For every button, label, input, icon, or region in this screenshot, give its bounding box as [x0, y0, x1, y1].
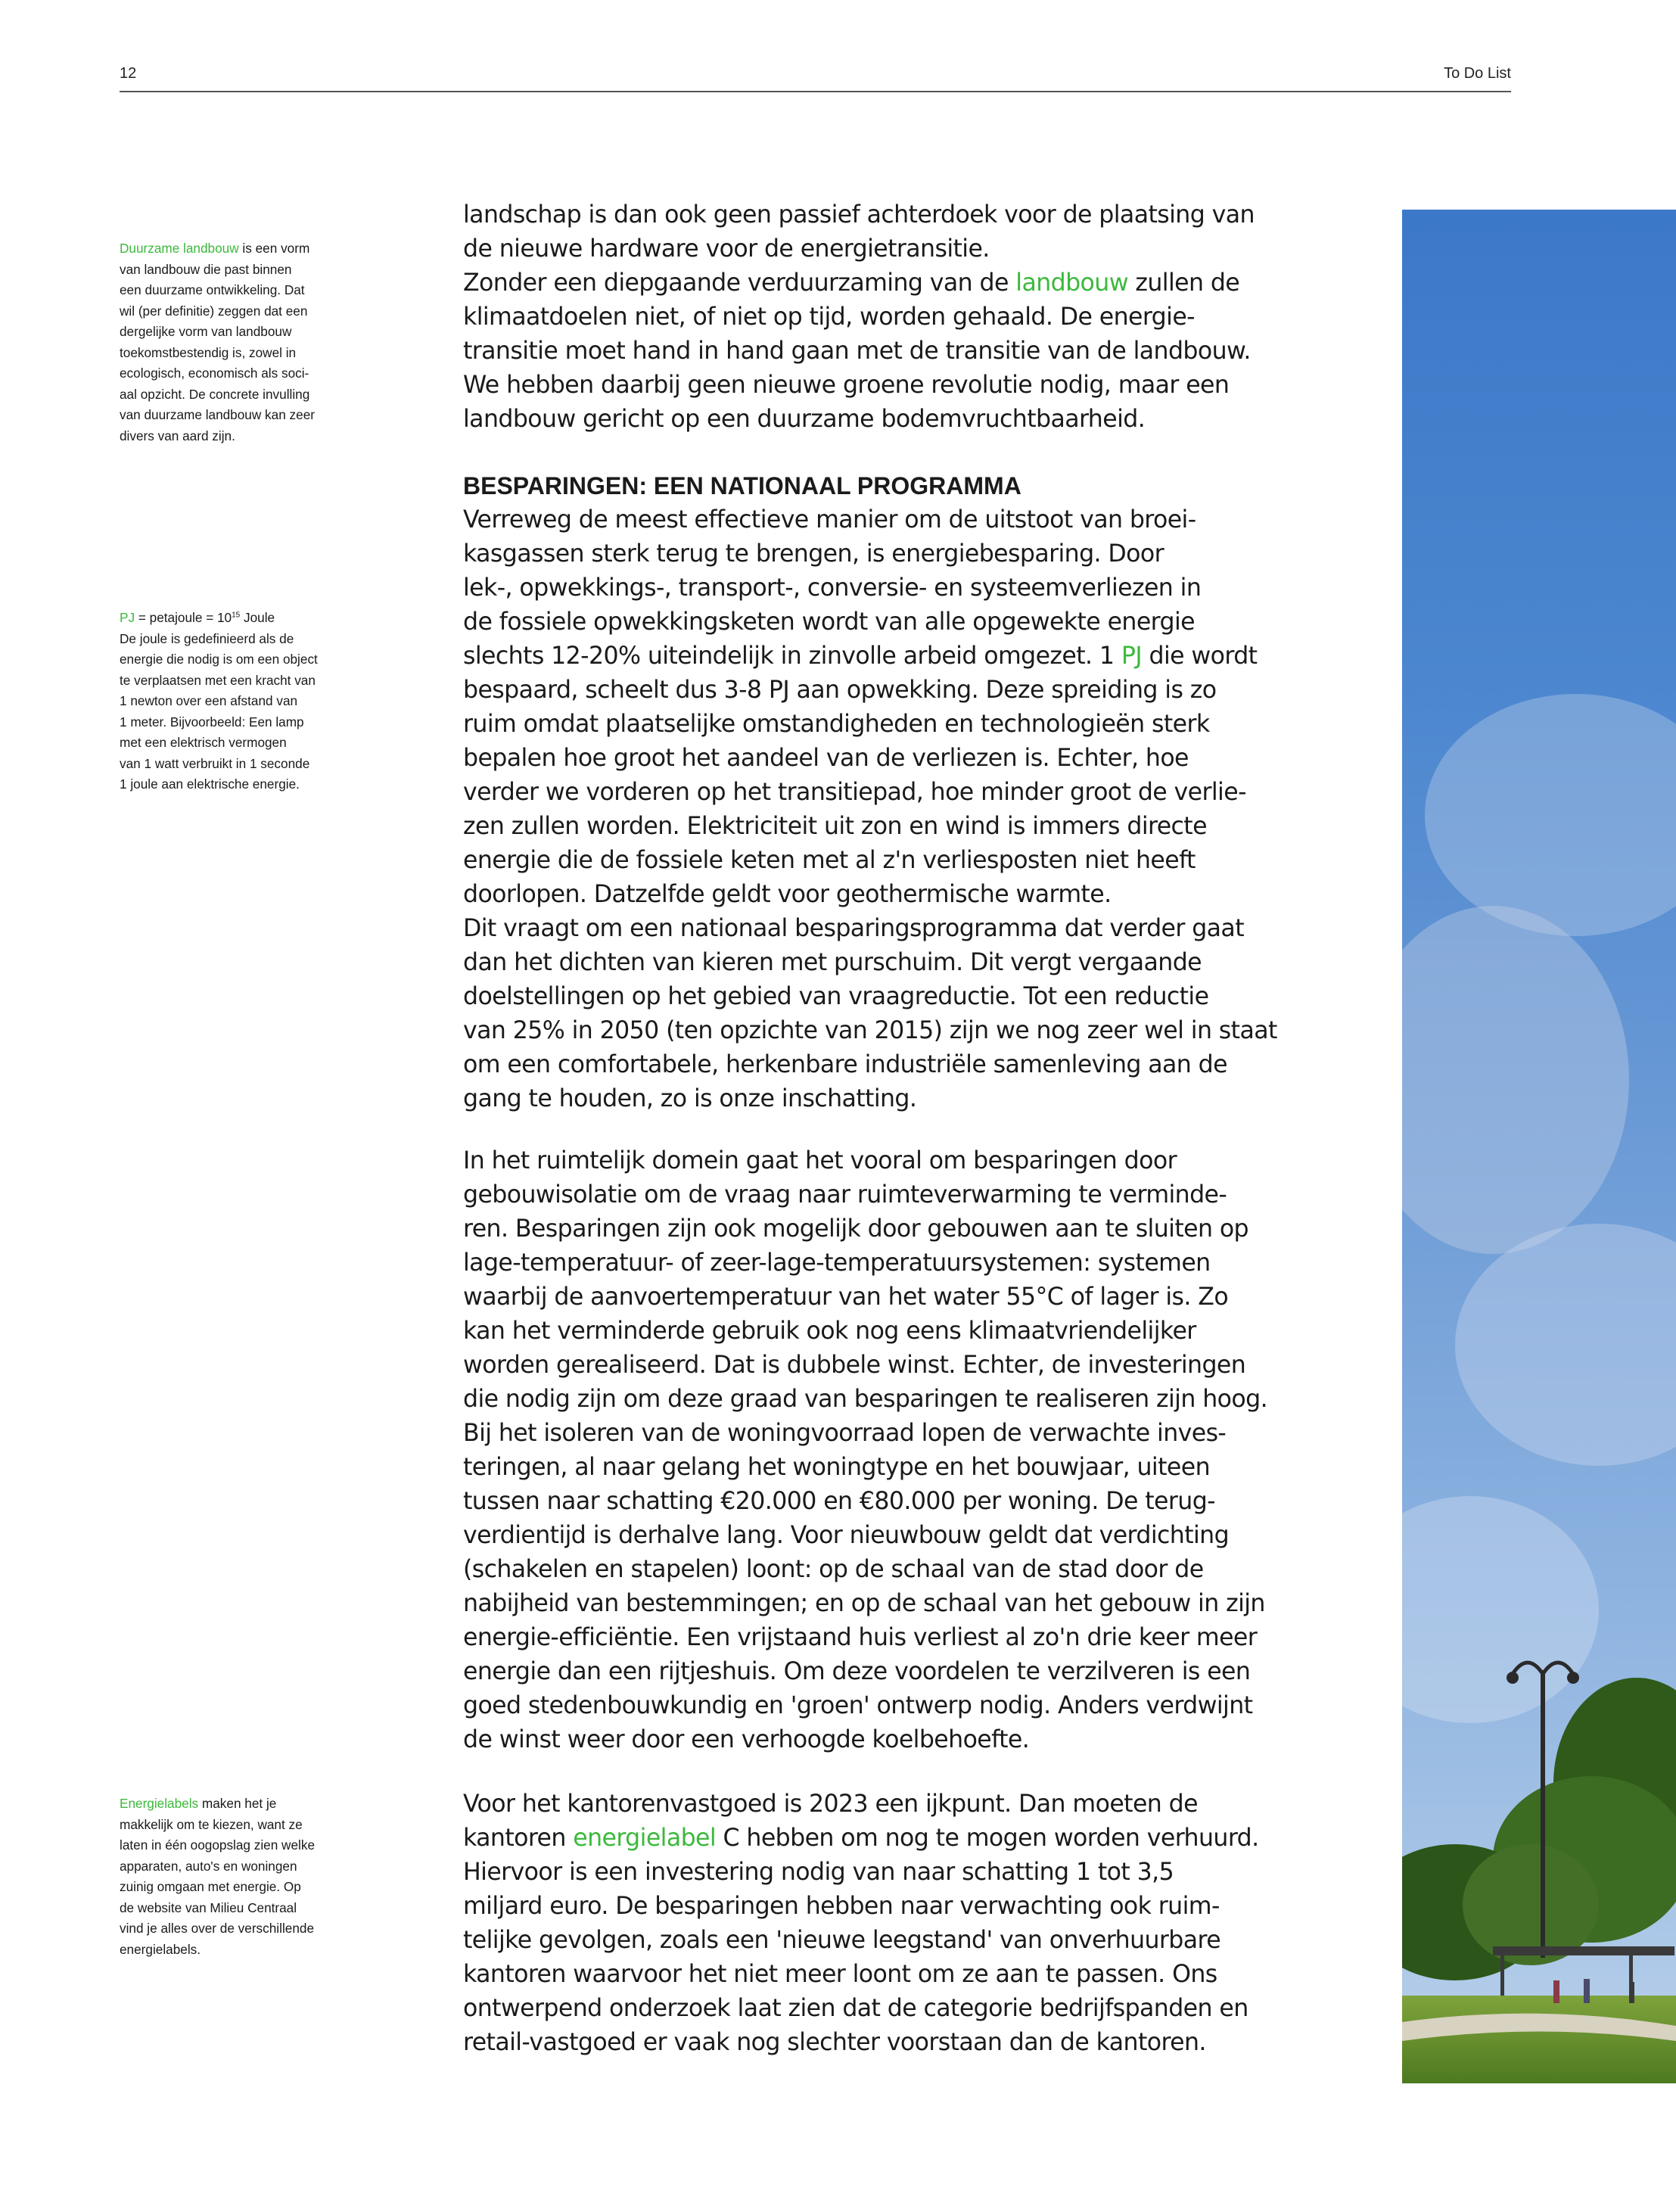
note-term: Duurzame landbouw — [120, 241, 239, 256]
paragraph-ruimtelijk: In het ruimtelijk domein gaat het vooral om besparingen door gebouwisolatie om de vraag naar ruimteverwarming te verminde- ren. Besparingen zijn ook mogelijk door gebouwen aan te sluiten op lage-temperatuur- of zeer-lage-temperatuursystemen: systemen waarbij de aanvoertemperatuur van het water 55°C of lager is. Zo kan het verminderde gebruik ook nog eens klimaatvriendelijker worden gerealiseerd. Dat is dubbele winst. Echter, de investeringen die nodig zijn om deze graad van besparingen te realiseren zijn hoog. Bij het isoleren van de woningvoorraad lopen de verwachte inves- teringen, al naar gelang het woningtype en het bouwjaar, uiteen tussen naar schatting €20.000 en €80.000 per woning. De terug- verdientijd is derhalve lang. Voor nieuwbouw geldt dat verdichting (schakelen en stapelen) loont: op de schaal van de stad door de nabijheid van bestemmingen; en op de schaal van het gebouw in zijn energie-efficiëntie. Een vrijstaand huis verliest al zo'n drie keer meer energie dan een rijtjeshuis. Om deze voordelen te verzilveren is een goed stedenbouwkundig en 'groen' ontwerp nodig. Anders verdwijnt de winst weer door een verhoogde koelbehoefte. — [463, 1147, 1268, 1753]
person — [1553, 1980, 1559, 2003]
section-heading: BESPARINGEN: EEN NATIONAAL PROGRAMMA — [463, 472, 1021, 499]
sidenote-petajoule: PJ = petajoule = $10^{15}$ Joule De joule is gedefinieerd als de energie die nodig is om een object te verplaatsen met een kracht van 1 newton over een afstand van 1 meter. Bijvoorbeeld: Een lamp met een elektrisch vermogen van 1 watt verbruikt in 1 seconde 1 joule aan elektrische energie. — [120, 610, 318, 792]
lamp-post — [1541, 1670, 1545, 1958]
sidenote-duurzame-landbouw: Duurzame landbouw is een vorm van landbouw die past binnen een duurzame ontwikkeling. Dat wil (per definitie) zeggen dat een dergelijke vorm van landbouw toekomstbestendig is, zowel in ecologisch, economisch als soci- aal opzicht. De concrete invulling van duurzame landbouw kan zeer divers van aard zijn. — [120, 241, 315, 443]
link-pj[interactable]: PJ — [1121, 642, 1143, 670]
sidenote-energielabels: Energielabels maken het je makkelijk om te kiezen, want ze laten in één oogopslag zien welke apparaten, auto's en woningen zuinig omgaan met energie. Op de website van Milieu Centraal vind je alles over de verschillende energielabels. — [120, 1796, 315, 1957]
page-header — [120, 65, 1511, 92]
person — [1584, 1979, 1590, 2003]
park-photo-illustration — [1402, 210, 1676, 2083]
note-term: Energielabels — [120, 1796, 199, 1811]
lamp — [1507, 1672, 1519, 1684]
body-text: landschap is dan ook geen passief achterdoek voor de plaatsing van de nieuwe hardware voor de energietransitie. Zonder een diepgaande verduurzaming van de landbouw zullen de klimaatdoelen niet, of niet op tijd, worden gehaald. De energie- transitie moet hand in hand gaan met de transitie van de landbouw. We hebben daarbij geen nieuwe groene revolutie nodig, maar een landbouw gericht op een duurzame bodemvruchtbaarheid. — [463, 201, 1255, 433]
running-title: To Do List — [1444, 65, 1511, 82]
park-photo — [1402, 210, 1676, 2083]
person — [1629, 1982, 1634, 2003]
pavilion-roof — [1493, 1946, 1674, 1955]
section-besparingen: BESPARINGEN: EEN NATIONAAL PROGRAMMA Verreweg de meest effectieve manier om de uitstoot van broei- kasgassen sterk terug te brengen, is energiebesparing. Door lek-, opwekkings-, transport-, conversie- en systeemverliezen in de fossiele opwekkingsketen wordt van alle opgewekte energie slechts 12-20% uiteindelijk in zinvolle arbeid omgezet. 1 PJ die wordt bespaard, scheelt dus 3-8 PJ aan opwekking. Deze spreiding is zo ruim omdat plaatselijke omstandigheden en technologieën sterk bepalen hoe groot het aandeel van de verliezen is. Echter, hoe verder we vorderen op het transitiepad, hoe minder groot de verlie- zen zullen worden. Elektriciteit uit zon en wind is immers directe energie die de fossiele keten met al z'n verliesposten niet heeft doorlopen. Datzelfde geldt voor geothermische warmte. Dit vraagt om een nationaal besparingsprogramma dat verder gaat dan het dichten van kieren met purschuim. Dit vergt vergaande doelstellingen op het gebied van vraagreductie. Tot een reductie van 25% in 2050 (ten opzichte van 2015) zijn we nog zeer wel in staat om een comfortabele, herkenbare industriële samenleving aan de gang te houden, zo is onze inschatting. — [463, 469, 1295, 1116]
lamp — [1567, 1672, 1579, 1684]
link-landbouw[interactable]: landbouw — [1015, 269, 1128, 297]
paragraph-kantoren: Voor het kantorenvastgoed is 2023 een ijkpunt. Dan moeten de kantoren energielabel C hebben om nog te mogen worden verhuurd. Hiervoor is een investering nodig van naar schatting 1 tot 3,5 miljard euro. De besparingen hebben naar verwachting ook ruim- telijke gevolgen, zoals een 'nieuwe leegstand' van onverhuurbare kantoren waarvoor het niet meer loont om ze aan te passen. Ons ontwerpend onderzoek laat zien dat de categorie bedrijfspanden en retail-vastgoed er vaak nog slechter voorstaan dan de kantoren. — [463, 1790, 1259, 2056]
lawn — [1402, 1996, 1676, 2083]
link-energielabel[interactable]: energielabel — [573, 1825, 717, 1852]
note-term: PJ — [120, 610, 135, 625]
page-number: 12 — [120, 65, 137, 82]
pavilion-pillar — [1500, 1955, 1504, 2001]
